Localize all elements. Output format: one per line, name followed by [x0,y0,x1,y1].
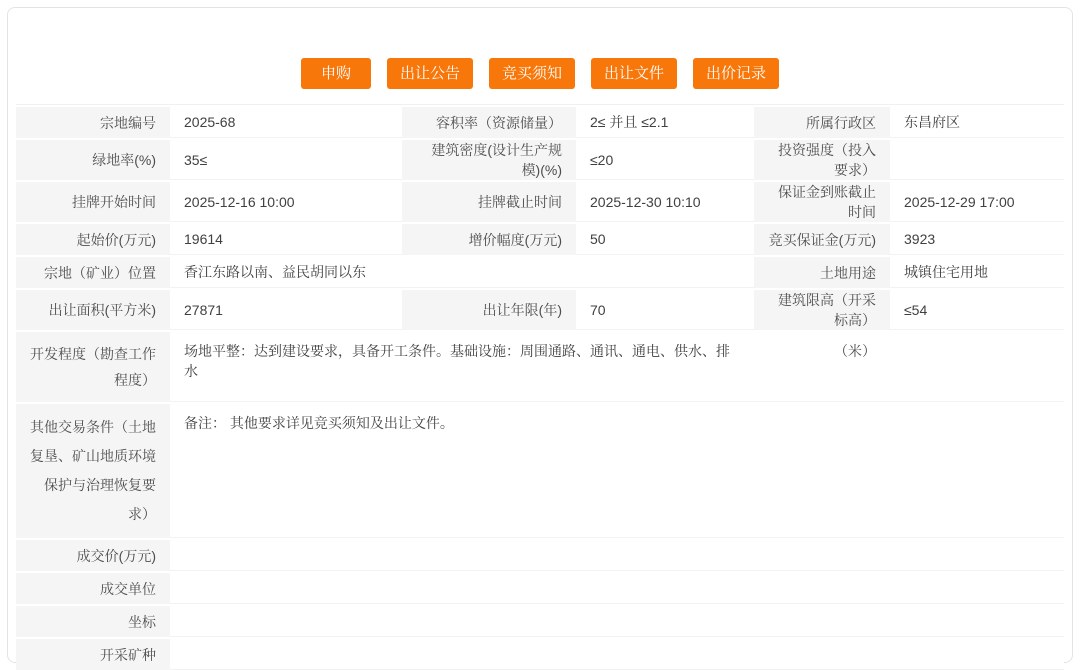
field-label-starting-price: 起始价(万元) [16,224,170,255]
field-value-transfer-area: 27871 [170,290,402,330]
bid-records-button[interactable]: 出价记录 [693,58,779,89]
field-label-meter-unit: （米） [754,332,890,402]
field-label-land-use: 土地用途 [754,257,890,288]
field-value-development-degree: 场地平整：达到建设要求，具备开工条件。基础设施：周围通路、通讯、通电、供水、排水 [170,332,754,402]
field-label-deposit-deadline: 保证金到账截止时间 [754,182,890,222]
field-label-plot-ratio: 容积率（资源储量） [402,107,576,138]
field-label-transfer-area: 出让面积(平方米) [16,290,170,330]
field-label-other-conditions: 其他交易条件（土地复垦、矿山地质环境保护与治理恢复要求） [16,404,170,538]
field-value-mineral-type [170,639,1064,670]
field-value-meter-unit [890,332,1064,402]
field-label-parcel-number: 宗地编号 [16,107,170,138]
field-label-mineral-type: 开采矿种 [16,639,170,670]
field-label-green-rate: 绿地率(%) [16,140,170,180]
field-value-plot-ratio: 2≤ 并且 ≤2.1 [576,107,754,138]
field-value-parcel-number: 2025-68 [170,107,402,138]
field-value-other-conditions: 备注： 其他要求详见竞买须知及出让文件。 [170,404,1064,538]
field-value-transfer-term: 70 [576,290,754,330]
field-label-height-limit: 建筑限高（开采标高） [754,290,890,330]
field-label-district: 所属行政区 [754,107,890,138]
field-label-coordinates: 坐标 [16,606,170,637]
field-value-investment-intensity [890,140,1064,180]
field-value-deal-winner [170,573,1064,604]
field-value-parcel-location: 香江东路以南、益民胡同以东 [170,257,754,288]
field-label-increment: 增价幅度(万元) [402,224,576,255]
field-value-deposit-deadline: 2025-12-29 17:00 [890,182,1064,222]
field-label-investment-intensity: 投资强度（投入要求） [754,140,890,180]
field-label-listing-end-time: 挂牌截止时间 [402,182,576,222]
field-value-listing-start-time: 2025-12-16 10:00 [170,182,402,222]
transfer-announcement-button[interactable]: 出让公告 [387,58,473,89]
field-value-district: 东昌府区 [890,107,1064,138]
action-toolbar [8,58,1072,89]
field-value-deal-price [170,540,1064,571]
field-label-parcel-location: 宗地（矿业）位置 [16,257,170,288]
field-label-bid-deposit: 竞买保证金(万元) [754,224,890,255]
field-label-building-density: 建筑密度(设计生产规模)(%) [402,140,576,180]
field-label-transfer-term: 出让年限(年) [402,290,576,330]
field-value-starting-price: 19614 [170,224,402,255]
listing-detail-card [7,7,1073,663]
field-label-deal-price: 成交价(万元) [16,540,170,571]
bidding-notice-button[interactable]: 竞买须知 [489,58,575,89]
field-value-listing-end-time: 2025-12-30 10:10 [576,182,754,222]
apply-purchase-button[interactable]: 申购 [301,58,371,89]
field-value-bid-deposit: 3923 [890,224,1064,255]
field-value-height-limit: ≤54 [890,290,1064,330]
field-label-development-degree: 开发程度（勘查工作程度） [16,332,170,402]
field-value-land-use: 城镇住宅用地 [890,257,1064,288]
field-value-coordinates [170,606,1064,637]
parcel-detail-table [16,104,1064,670]
field-label-listing-start-time: 挂牌开始时间 [16,182,170,222]
field-label-deal-winner: 成交单位 [16,573,170,604]
field-value-increment: 50 [576,224,754,255]
transfer-documents-button[interactable]: 出让文件 [591,58,677,89]
field-value-building-density: ≤20 [576,140,754,180]
field-value-green-rate: 35≤ [170,140,402,180]
